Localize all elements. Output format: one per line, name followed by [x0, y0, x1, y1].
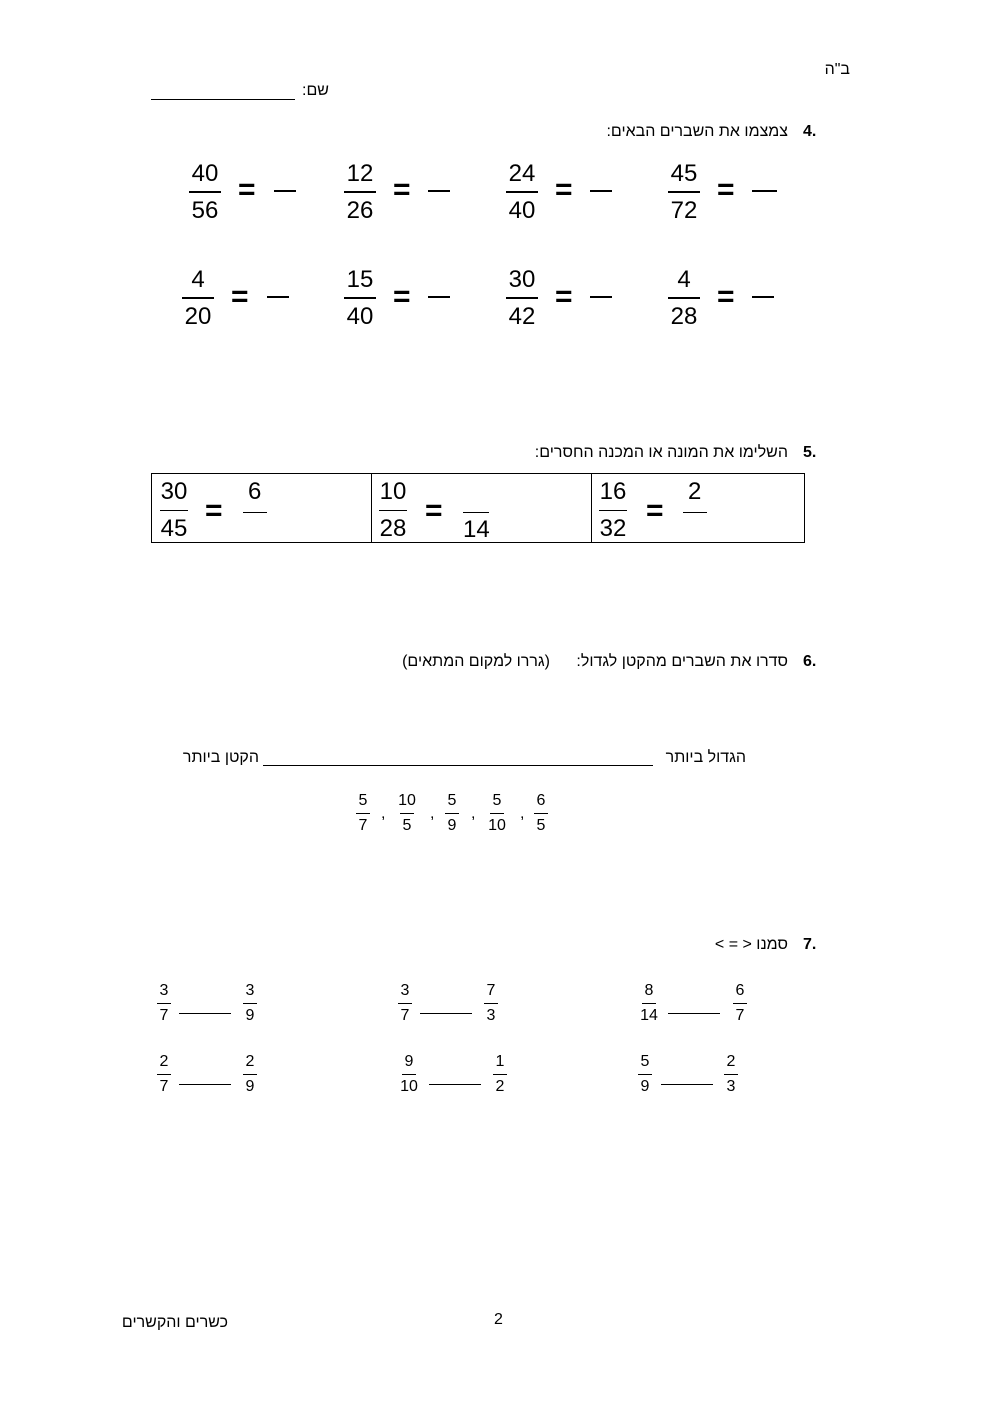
q5-cell3-given-num: 6 — [248, 478, 262, 505]
q5-title: השלימו את המונה או המכנה החסרים: — [534, 444, 788, 461]
q5-cell3-frac: 30 45 — [160, 478, 188, 542]
q5-cell2-num-input[interactable] — [463, 484, 489, 510]
q5-cell1-given-num: 2 — [688, 478, 702, 505]
q7-p1-frac-a: 8 14 — [640, 982, 658, 1024]
header-bh: ב"ה — [824, 61, 850, 78]
q4-r1-answer-1[interactable] — [752, 190, 777, 192]
q7-p6-answer-line[interactable] — [179, 1084, 231, 1085]
q7-p5-answer-line[interactable] — [429, 1084, 481, 1085]
q7-p6-frac-a: 2 7 — [151, 1053, 177, 1096]
q6-frac-3[interactable]: 5 9 — [439, 792, 465, 835]
q7-p2-answer-line[interactable] — [420, 1013, 472, 1014]
q5-cell3-equals: = — [205, 494, 223, 527]
q7-p6-frac-b: 2 9 — [237, 1053, 263, 1096]
q5-cell2-given-den: 14 — [463, 516, 490, 543]
q5-cell-divider — [371, 474, 372, 542]
q7-p4-frac-b: 2 3 — [718, 1053, 744, 1096]
q4-r1-frac-2: 24 40 — [492, 160, 552, 225]
q7-p2-frac-a: 3 7 — [392, 982, 418, 1025]
q6-comma: , — [520, 805, 525, 822]
q5-cell3-bar — [243, 512, 267, 513]
q5-cell-divider — [591, 474, 592, 542]
q5-cell1-bar — [683, 512, 707, 513]
q5-cell1-den-input[interactable] — [683, 514, 707, 540]
q4-r1-equals-3: = — [393, 173, 411, 206]
q4-r2-frac-4: 4 20 — [168, 266, 228, 331]
q6-order-drop-line[interactable] — [263, 748, 653, 766]
q4-title: צמצמו את השברים הבאים: — [606, 123, 788, 140]
q7-number: 7. — [803, 936, 817, 953]
q6-frac-1[interactable]: 6 5 — [528, 792, 554, 835]
q7-p2-frac-b: 7 3 — [478, 982, 504, 1025]
q4-r2-frac-3: 15 40 — [330, 266, 390, 331]
q6-frac-4[interactable]: 10 5 — [398, 792, 416, 834]
q6-comma: , — [381, 805, 386, 822]
q7-p5-frac-a: 9 10 — [400, 1053, 418, 1095]
q7-p4-frac-a: 5 9 — [632, 1053, 658, 1096]
q7-title: סמנו < = > — [714, 936, 788, 953]
q6-smallest-label: הקטן ביותר — [182, 749, 259, 766]
footer-subject: כשרים והקשרים — [121, 1314, 228, 1331]
q4-r2-frac-2: 30 42 — [492, 266, 552, 331]
q7-p1-frac-b: 6 7 — [727, 982, 753, 1025]
q4-r1-frac-1: 45 72 — [654, 160, 714, 225]
q4-r1-answer-3[interactable] — [428, 190, 450, 192]
q4-r1-equals-1: = — [717, 173, 735, 206]
q7-p5-frac-b: 1 2 — [487, 1053, 513, 1096]
q4-r2-equals-4: = — [231, 280, 249, 313]
q4-number: 4. — [803, 123, 817, 140]
q7-p1-answer-line[interactable] — [668, 1013, 720, 1014]
q4-r1-answer-2[interactable] — [590, 190, 612, 192]
q4-r2-answer-2[interactable] — [590, 296, 612, 298]
q7-p4-answer-line[interactable] — [661, 1084, 713, 1085]
q6-frac-5[interactable]: 5 7 — [350, 792, 376, 835]
q4-r1-equals-4: = — [238, 173, 256, 206]
q6-comma: , — [430, 805, 435, 822]
q4-r2-equals-1: = — [717, 280, 735, 313]
page-number: 2 — [494, 1311, 503, 1328]
q5-table — [151, 473, 805, 543]
q4-r1-frac-4: 40 56 — [175, 160, 235, 225]
q7-p3-answer-line[interactable] — [179, 1013, 231, 1014]
q4-r2-equals-2: = — [555, 280, 573, 313]
name-label: שם: — [302, 82, 329, 99]
q4-r2-frac-1: 4 28 — [654, 266, 714, 331]
q5-cell1-equals: = — [646, 494, 664, 527]
q4-r1-frac-3: 12 26 — [330, 160, 390, 225]
q5-number: 5. — [803, 444, 817, 461]
q4-r2-equals-3: = — [393, 280, 411, 313]
q6-frac-2[interactable]: 5 10 — [488, 792, 506, 834]
q4-r2-answer-4[interactable] — [267, 296, 289, 298]
q5-cell3-den-input[interactable] — [243, 514, 267, 540]
q6-comma: , — [471, 805, 476, 822]
q6-number: 6. — [803, 653, 817, 670]
q6-title: סדרו את השברים מהקטן לגדול: — [576, 653, 788, 670]
q4-r1-equals-2: = — [555, 173, 573, 206]
q6-hint: (גררו למקום המתאים) — [402, 653, 550, 670]
q7-p3-frac-b: 3 9 — [237, 982, 263, 1025]
q5-cell2-frac: 10 28 — [379, 478, 407, 542]
q7-p3-frac-a: 3 7 — [151, 982, 177, 1025]
name-input-line[interactable] — [151, 82, 295, 100]
q4-r2-answer-3[interactable] — [428, 296, 450, 298]
q4-r1-answer-4[interactable] — [274, 190, 296, 192]
q4-r2-answer-1[interactable] — [752, 296, 774, 298]
q5-cell2-equals: = — [425, 494, 443, 527]
q6-largest-label: הגדול ביותר — [665, 749, 746, 766]
q5-cell2-bar — [463, 512, 489, 513]
q5-cell1-frac: 16 32 — [599, 478, 627, 542]
